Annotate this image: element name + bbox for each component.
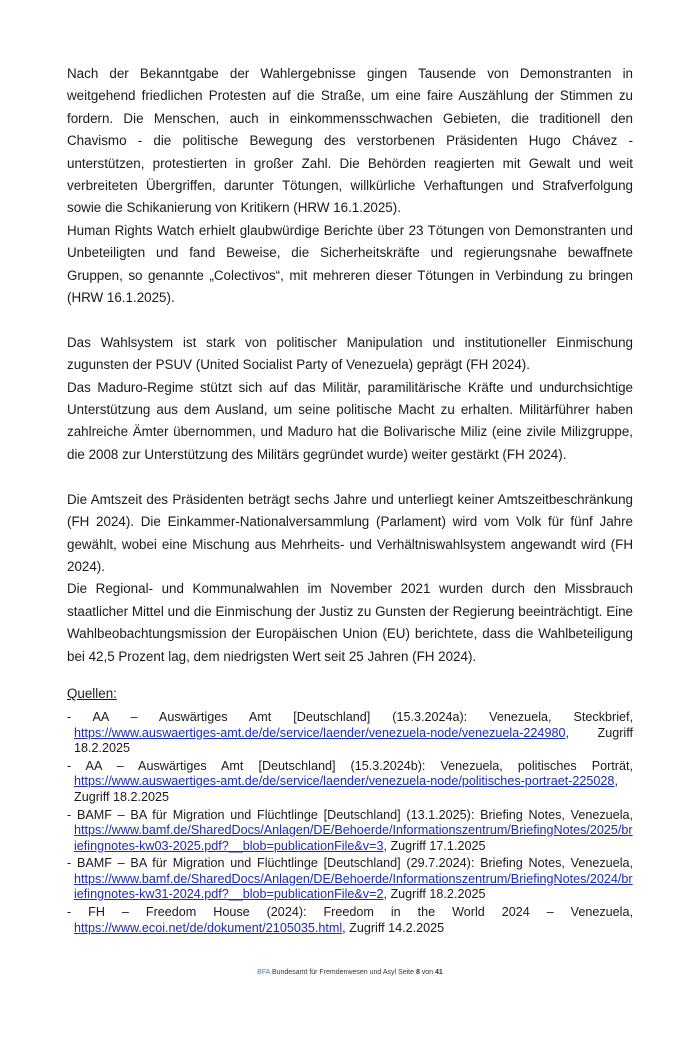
source-text: - BAMF – BA für Migration und Flüchtlinge [Deutschland] (29.7.2024): Briefing Notes, Venezuela, [67,856,633,871]
source-item [67,710,633,757]
source-link[interactable]: https://www.bamf.de/SharedDocs/Anlagen/DE/Behoerde/Informationszentrum/BriefingNotes/2024/briefingnotes-kw31-2024.pdf?__blob=publicationFile&v=2 [74,871,633,902]
source-text: - AA – Auswärtiges Amt [Deutschland] (15.3.2024b): Venezuela, politisches Porträt, [67,758,633,773]
page-footer [0,938,700,1054]
source-item [67,759,633,806]
sources-list [67,710,633,936]
source-text: - AA – Auswärtiges Amt [Deutschland] (15.3.2024a): Venezuela, Steckbrief, [67,709,633,724]
paragraph-gap [67,466,633,488]
source-item [67,856,633,903]
source-link[interactable]: https://www.ecoi.net/de/dokument/2105035.html [74,920,343,935]
paragraph: Die Amtszeit des Präsidenten beträgt sechs Jahre und unterliegt keiner Amtszeitbeschränkung (FH 2024). Die Einkammer-Nationalversammlung (Parlament) wird vom Volk für fünf Jahre gewählt, wobei eine Mischung aus Mehrheits- und Verhältniswahlsystem angewandt wird (FH 2024). [67,491,633,574]
paragraph-gap [67,309,633,331]
document-body [67,63,633,938]
source-link[interactable]: https://www.auswaertiges-amt.de/de/service/laender/venezuela-node/venezuela-224980 [74,725,566,740]
footer-org: Bundesamt für Fremdenwesen und Asyl Seite [270,969,416,977]
source-item [67,808,633,855]
source-access-date: , Zugriff 18.2.2025 [74,774,618,804]
paragraph: Die Regional- und Kommunalwahlen im November 2021 wurden durch den Missbrauch staatlicher Mittel und die Einmischung der Justiz zu Gunsten der Regierung beeinträchtigt. Eine Wahlbeobachtungsmission der Europäischen Union (EU) berichtete, dass die Wahlbeteiligung bei 42,5 Prozent lag, dem niedrigsten Wert seit 25 Jahren (FH 2024). [67,581,633,664]
source-link[interactable]: https://www.auswaertiges-amt.de/de/service/laender/venezuela-node/politisches-portraet-225028 [74,774,615,789]
source-text: - FH – Freedom House (2024): Freedom in the World 2024 – Venezuela, [67,905,633,920]
source-link[interactable]: https://www.bamf.de/SharedDocs/Anlagen/DE/Behoerde/Informationszentrum/BriefingNotes/2025/briefingnotes-kw03-2025.pdf?__blob=publicationFile&v=3 [74,823,633,853]
footer-of: von [419,969,436,977]
source-access-date: , Zugriff 17.1.2025 [383,838,486,853]
paragraph: Das Maduro-Regime stützt sich auf das Militär, paramilitärische Kräfte und undurchsichtige Unterstützung aus dem Ausland, um seine politische Macht zu erhalten. Militärführer haben zahlreiche Ämter übernommen, und Maduro hat die Bolivarische Miliz (eine zivile Milizgruppe, die 2008 zur Unterstützung des Militärs gegründet wurde) weiter gestärkt (FH 2024). [67,379,633,462]
source-text: - BAMF – BA für Migration und Flüchtlinge [Deutschland] (13.1.2025): Briefing Notes, Venezuela, [67,807,633,822]
paragraph: Nach der Bekanntgabe der Wahlergebnisse gingen Tausende von Demonstranten in weitgehend friedlichen Protesten auf die Straße, um eine faire Auszählung der Stimmen zu fordern. Die Menschen, auch in einkommensschwachen Gebieten, die traditionell den Chavismo - die politische Bewegung des verstorbenen Präsidenten Hugo Chávez - unterstützen, protestierten in großer Zahl. Die Behörden reagierten mit Gewalt und weit verbreiteten Übergriffen, darunter Tötungen, willkürliche Verhaftungen und Strafverfolgung sowie die Schikanierung von Kritikern (HRW 16.1.2025). [67,66,633,216]
page-total: 41 [435,969,443,977]
paragraph: Human Rights Watch erhielt glaubwürdige Berichte über 23 Tötungen von Demonstranten und Unbeteiligten und fand Beweise, die Sicherheitskräfte und regierungsnahe bewaffnete Gruppen, so genannte „Colectivos“, mit mehreren dieser Tötungen in Verbindung zu bringen (HRW 16.1.2025). [67,222,633,306]
source-access-date: , Zugriff 14.2.2025 [342,920,445,935]
page-number: 8 [415,969,420,977]
source-access-date: , Zugriff 18.2.2025 [383,887,486,902]
source-item [67,905,633,936]
sources-heading: Quellen: [67,685,117,701]
footer-brand: BFA [257,969,271,977]
paragraph: Das Wahlsystem ist stark von politischer Manipulation und institutioneller Einmischung zugunsten der PSUV (United Socialist Party of Venezuela) geprägt (FH 2024). [67,334,633,373]
source-access-date: , Zugriff 18.2.2025 [74,725,633,756]
